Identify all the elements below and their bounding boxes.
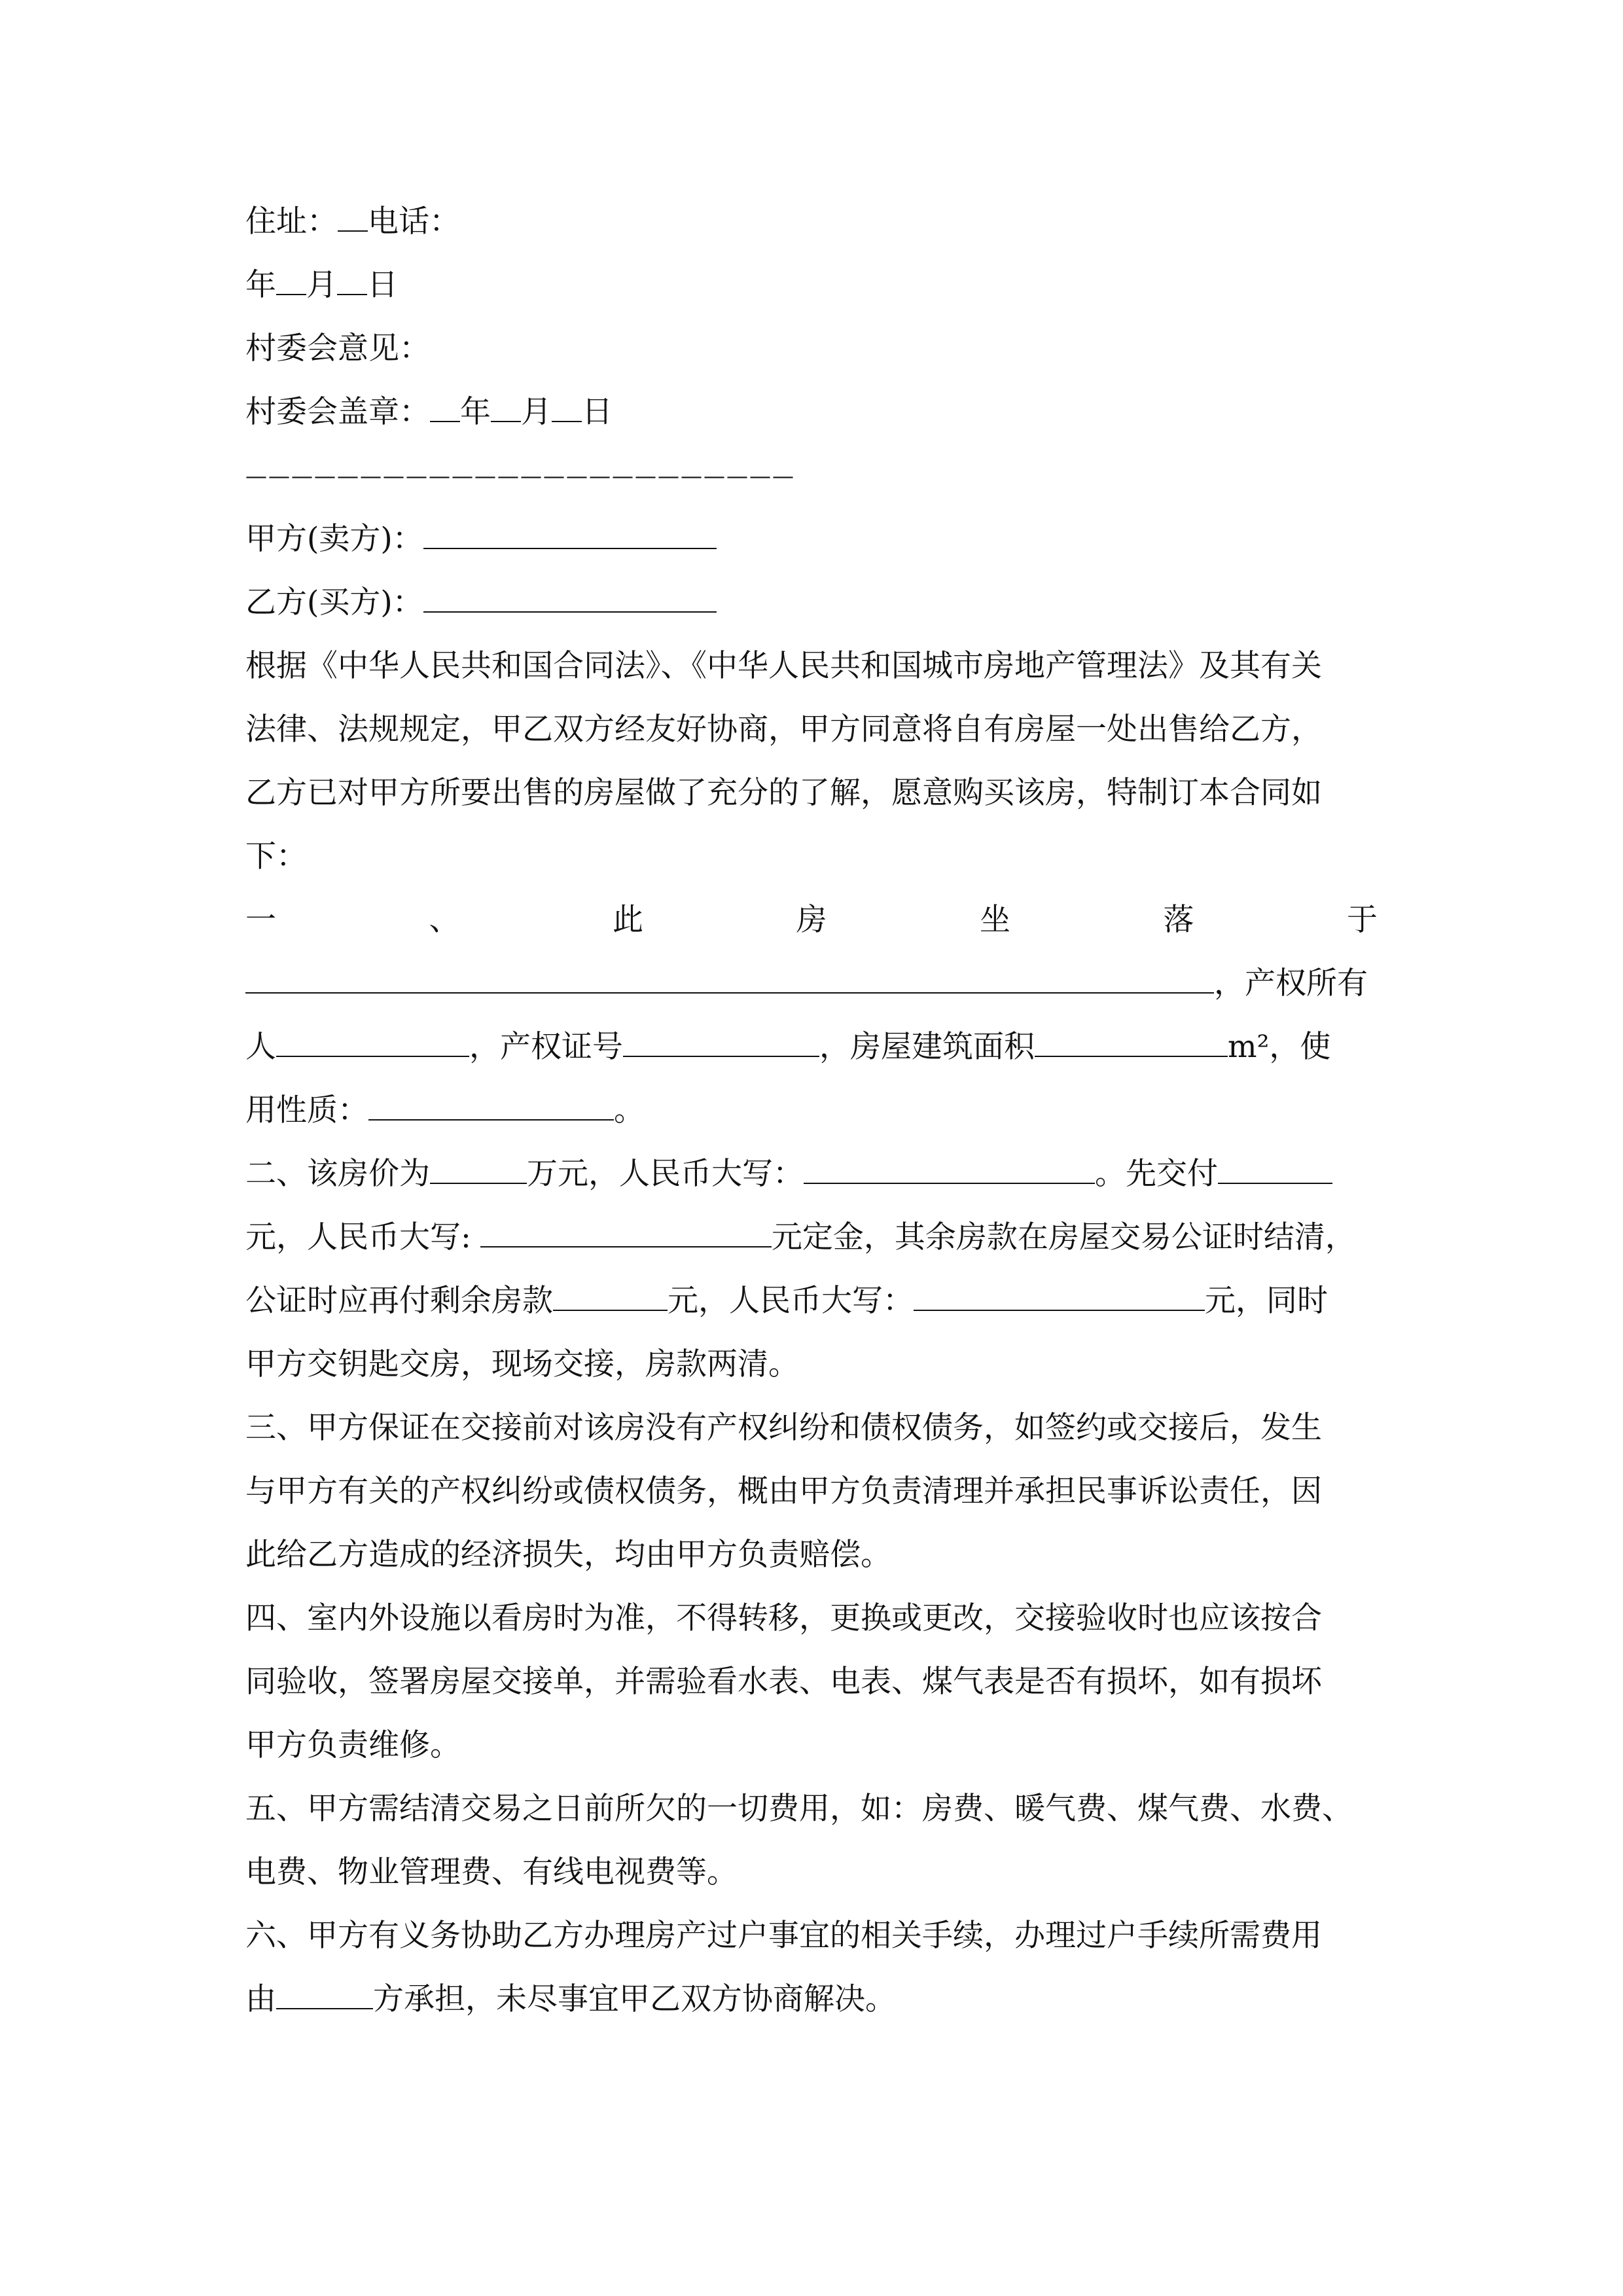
seal-day: 日 — [582, 394, 613, 430]
remaining-blank[interactable] — [553, 1283, 668, 1311]
seal-month-blank[interactable] — [491, 395, 521, 422]
price-uppercase-blank[interactable] — [804, 1157, 1095, 1184]
buyer-blank[interactable] — [423, 585, 717, 613]
clause2-line-2 — [245, 1206, 1378, 1269]
cert-blank[interactable] — [623, 1030, 819, 1057]
seller-blank[interactable] — [423, 522, 717, 549]
committee-opinion: 村委会意见： — [245, 331, 430, 367]
seal-day-blank[interactable] — [552, 395, 582, 422]
clause1-line-4 — [245, 1079, 1378, 1142]
clause1-line-3 — [245, 1015, 1378, 1079]
separator-line: ———————————————————————— — [245, 463, 795, 488]
clause2-line-1 — [245, 1142, 1378, 1206]
seller-line — [245, 507, 1378, 571]
clause1-char: 于 — [1347, 902, 1378, 938]
month-blank[interactable] — [276, 268, 306, 295]
clause1-char: 房 — [796, 902, 827, 938]
date-day: 日 — [367, 267, 398, 303]
day-blank[interactable] — [337, 268, 367, 295]
clause1-char: 此 — [613, 902, 643, 938]
contract-page — [245, 190, 1378, 2031]
area-unit: m²，使 — [1228, 1029, 1331, 1065]
owner-label: ，产权所有 — [1214, 965, 1368, 1001]
seal-year-blank[interactable] — [430, 395, 460, 422]
buyer-label: 乙方(买方)： — [245, 584, 423, 620]
deposit-uppercase-blank[interactable] — [480, 1220, 772, 1247]
address-blank[interactable] — [338, 204, 368, 232]
fee-bearer-blank[interactable] — [276, 1982, 373, 2009]
price-uppercase-label: 万元，人民币大写： — [527, 1156, 804, 1192]
clause3-line-1: 三、甲方保证在交接前对该房没有产权纠纷和债权债务，如签约或交接后，发生 — [245, 1410, 1322, 1446]
clause1-end: 。 — [614, 1092, 645, 1128]
clause2-line-3 — [245, 1269, 1378, 1333]
preamble-line-2: 法律、法规规定，甲乙双方经友好协商，甲方同意将自有房屋一处出售给乙方， — [245, 711, 1322, 747]
seal-month: 月 — [521, 394, 552, 430]
clause3-line-2: 与甲方有关的产权纠纷或债权债务，概由甲方负责清理并承担民事诉讼责任，因 — [245, 1473, 1322, 1509]
location-blank[interactable] — [245, 966, 1214, 994]
clause2-line-4: 甲方交钥匙交房，现场交接，房款两清。 — [245, 1346, 799, 1382]
clause4-line-3: 甲方负责维修。 — [245, 1727, 461, 1763]
clause1-char: 落 — [1163, 902, 1194, 938]
area-blank[interactable] — [1035, 1030, 1228, 1057]
clause5-line-1: 五、甲方需结清交易之日前所欠的一切费用，如：房费、暖气费、煤气费、水费、 — [245, 1791, 1353, 1827]
clause4-line-2: 同验收，签署房屋交接单，并需验看水表、电表、煤气表是否有损坏，如有损坏 — [245, 1664, 1322, 1700]
clause6-end: 方承担，未尽事宜甲乙双方协商解决。 — [373, 1981, 896, 2017]
use-label: 用性质： — [245, 1092, 368, 1128]
deposit-text: 元定金，其余房款在房屋交易公证时结清， — [771, 1219, 1356, 1255]
clause1-line-1 — [245, 888, 1378, 952]
clause6-line-2 — [245, 1967, 1378, 2031]
preamble-line-3: 乙方已对甲方所要出售的房屋做了充分的了解，愿意购买该房，特制订本合同如 — [245, 775, 1322, 811]
price-label: 二、该房价为 — [245, 1156, 430, 1192]
clause5-line-2: 电费、物业管理费、有线电视费等。 — [245, 1854, 738, 1890]
prepay-label: 。先交付 — [1095, 1156, 1218, 1192]
prepay-blank[interactable] — [1218, 1157, 1332, 1184]
remaining-end: 元，同时 — [1205, 1283, 1328, 1319]
buyer-line — [245, 571, 1378, 634]
remaining-uppercase-label: 元，人民币大写： — [668, 1283, 914, 1319]
date-line — [245, 253, 1378, 317]
clause6-line-1: 六、甲方有义务协助乙方办理房产过户事宜的相关手续，办理过户手续所需费用 — [245, 1918, 1322, 1954]
use-blank[interactable] — [368, 1093, 614, 1121]
committee-seal-label: 村委会盖章： — [245, 394, 430, 430]
committee-seal-line — [245, 380, 1378, 444]
area-label: ，房屋建筑面积 — [819, 1029, 1035, 1065]
clause3-line-3: 此给乙方造成的经济损失，均由甲方负责赔偿。 — [245, 1537, 891, 1573]
seller-label: 甲方(卖方)： — [245, 521, 423, 557]
remaining-uppercase-blank[interactable] — [914, 1283, 1205, 1311]
preamble-line-1: 根据《中华人民共和国合同法》、《中华人民共和国城市房地产管理法》及其有关 — [245, 648, 1322, 684]
clause4-line-1: 四、室内外设施以看房时为准，不得转移，更换或更改，交接验收时也应该按合 — [245, 1600, 1322, 1636]
fee-bearer-label: 由 — [245, 1981, 276, 2017]
person-label: 人 — [245, 1029, 276, 1065]
owner-blank[interactable] — [276, 1030, 469, 1057]
clause1-char: 、 — [429, 902, 460, 938]
deposit-uppercase-label: 元，人民币大写: — [245, 1219, 471, 1255]
seal-year: 年 — [460, 394, 491, 430]
date-month: 月 — [306, 267, 337, 303]
preamble-line-4: 下： — [245, 838, 307, 874]
date-year: 年 — [245, 267, 276, 303]
phone-label: 电话： — [368, 204, 460, 240]
clause1-line-2 — [245, 952, 1378, 1015]
remaining-label: 公证时应再付剩余房款 — [245, 1283, 553, 1319]
price-blank[interactable] — [430, 1157, 527, 1184]
address-line — [245, 190, 1378, 253]
address-label: 住址： — [245, 204, 338, 240]
cert-label: ，产权证号 — [469, 1029, 623, 1065]
clause1-char: 一 — [245, 902, 276, 938]
clause1-char: 坐 — [980, 902, 1010, 938]
